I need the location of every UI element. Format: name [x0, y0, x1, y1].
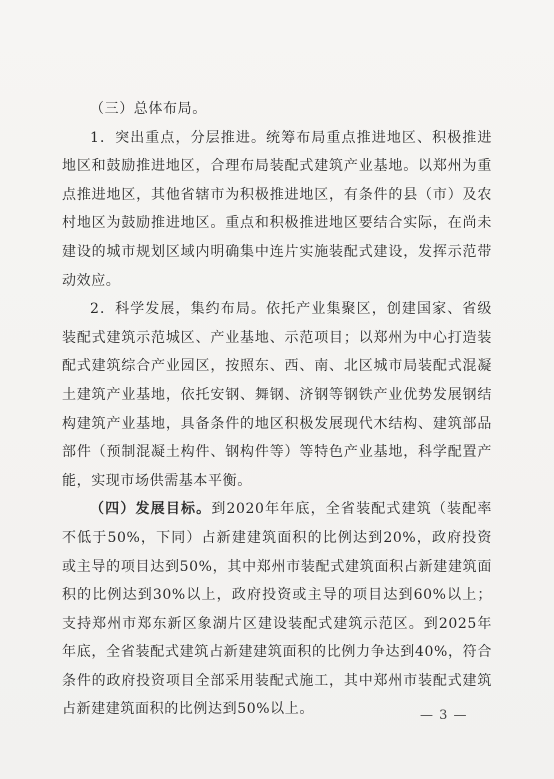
paragraph-1: 1．突出重点，分层推进。统筹布局重点推进地区、积极推进地区和鼓励推进地区，合理布局装配式建筑产业基地。以郑州为重点推进地区，其他省辖市为积极推进地区，有条件的县（市）及农村地区为鼓励推进地区。重点和积极推进地区要结合实际，在尚未建设的城市规划区域内明确集中连片实施装配式建设，发挥示范带动效应。: [62, 129, 492, 289]
section-heading-targets: （四）发展目标。: [90, 501, 212, 518]
targets-body: 到2020年年底，全省装配式建筑（装配率不低于50%，下同）占新建建筑面积的比例达到20%，政府投资或主导的项目达到50%，其中郑州市装配式建筑面积占新建建筑面积的比例达到30%以上，政府投资或主导的项目达到60%以上；支持郑州市郑东新区象湖片区建设装配式建筑示范区。到2025年年底，全省装配式建筑占新建建筑面积的比例力争达到40%，符合条件的政府投资项目全部采用装配式施工，其中郑州市装配式建筑占新建建筑面积的比例达到50%以上。: [62, 501, 492, 718]
document-body: [62, 95, 492, 724]
section-heading-layout: （三）总体布局。: [90, 101, 207, 117]
page-number: — 3 —: [420, 708, 468, 723]
paragraph-2: 2．科学发展，集约布局。依托产业集聚区，创建国家、省级装配式建筑示范城区、产业基地、示范项目；以郑州为中心打造装配式建筑综合产业园区，按照东、西、南、北区城市局装配式混凝土建筑产业基地，依托安钢、舞钢、济钢等钢铁产业优势发展钢结构建筑产业基地，具备条件的地区积极发展现代木结构、建筑部品部件（预制混凝土构件、钢构件等）等特色产业基地，科学配置产能，实现市场供需基本平衡。: [62, 301, 492, 489]
paragraph-targets: [62, 495, 492, 724]
